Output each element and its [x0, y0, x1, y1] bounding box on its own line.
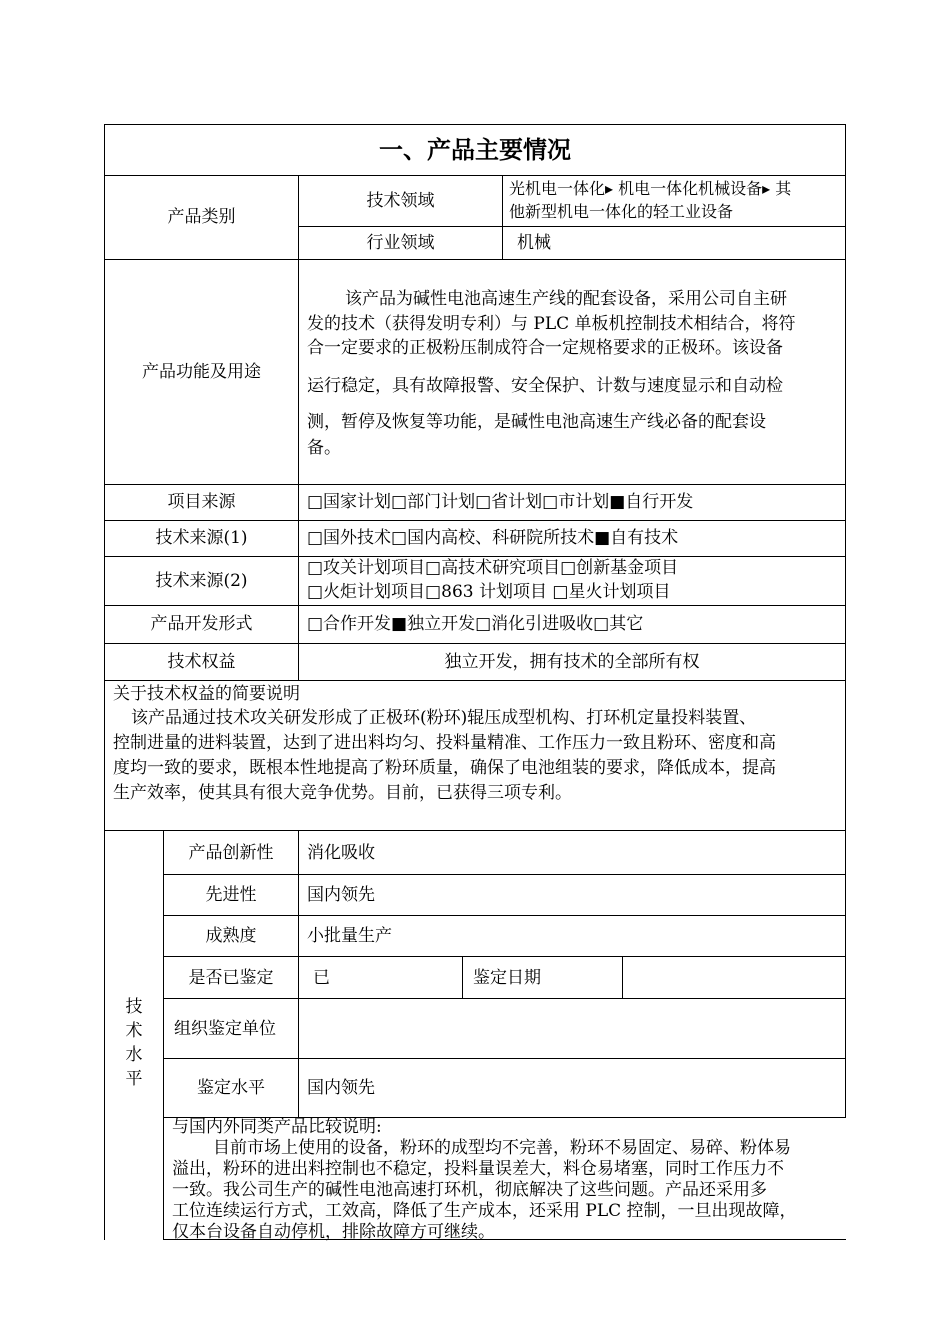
rights-note-line: 生产效率，使其具有很大竞争优势。目前，已获得三项专利。	[113, 783, 572, 803]
tech-source-2-line2: □火炬计划项目□863 计划项目 □星火计划项目	[307, 582, 671, 602]
advanced-label: 先进性	[205, 885, 257, 905]
compare-heading: 与国内外同类产品比较说明:	[172, 1117, 382, 1137]
side-char: 平	[125, 1069, 143, 1089]
function-line: 运行稳定，具有故障报警、安全保护、计数与速度显示和自动检	[307, 376, 783, 396]
rights-note-heading: 关于技术权益的简要说明	[113, 684, 300, 704]
tech-rights-label: 技术权益	[167, 652, 236, 672]
project-source-label: 项目来源	[167, 492, 236, 512]
tech-source-1-label: 技术来源(1)	[155, 528, 248, 548]
innovation-label: 产品创新性	[188, 843, 274, 863]
side-char: 术	[125, 1021, 143, 1041]
function-line: 测，暂停及恢复等功能，是碱性电池高速生产线必备的配套设	[307, 412, 766, 432]
function-line: 该产品为碱性电池高速生产线的配套设备，采用公司自主研	[345, 289, 787, 309]
project-source-value: □国家计划□部门计划□省计划□市计划■自行开发	[307, 492, 694, 512]
tech-source-2-line1: □攻关计划项目□高技术研究项目□创新基金项目	[307, 558, 679, 578]
side-char: 水	[125, 1045, 143, 1065]
tech-field-value-line1: 光机电一体化▸ 机电一体化机械设备▸ 其	[509, 179, 792, 198]
function-label: 产品功能及用途	[142, 362, 261, 382]
function-line: 合一定要求的正极粉压制成符合一定规格要求的正极环。该设备	[307, 338, 783, 358]
category-label: 产品类别	[167, 207, 236, 227]
maturity-value: 小批量生产	[307, 926, 392, 946]
compare-line: 工位连续运行方式，工效高，降低了生产成本，还采用 PLC 控制，一旦出现故障，	[172, 1201, 797, 1221]
org-label: 组织鉴定单位	[174, 1019, 276, 1039]
function-line: 备。	[307, 438, 341, 458]
tech-field-value-line2: 他新型机电一体化的轻工业设备	[509, 202, 734, 221]
dev-form-value: □合作开发■独立开发□消化引进吸收□其它	[307, 614, 644, 634]
rights-note-line: 该产品通过技术攻关研发形成了正极环(粉环)辊压成型机构、打环机定量投料装置、	[131, 708, 757, 728]
level-label: 鉴定水平	[197, 1078, 265, 1098]
compare-line: 目前市场上使用的设备，粉环的成型均不完善，粉环不易固定、易碎、粉体易	[213, 1138, 791, 1158]
dev-form-label: 产品开发形式	[150, 614, 253, 634]
page-title: 一、产品主要情况	[379, 135, 571, 164]
rights-note-line: 控制进量的进料装置，达到了进出料均匀、投料量精准、工作压力一致且粉环、密度和高	[113, 733, 776, 753]
tech-source-1-value: □国外技术□国内高校、科研院所技术■自有技术	[307, 528, 679, 548]
tech-source-2-label: 技术来源(2)	[155, 571, 248, 591]
function-line: 发的技术（获得发明专利）与 PLC 单板机控制技术相结合，将符	[307, 314, 796, 334]
level-value: 国内领先	[307, 1078, 375, 1098]
industry-label: 行业领域	[366, 233, 435, 253]
side-char: 技	[125, 997, 143, 1017]
tech-rights-value: 独立开发，拥有技术的全部所有权	[444, 652, 700, 672]
innovation-value: 消化吸收	[307, 843, 375, 863]
rights-note-line: 度均一致的要求，既根本性地提高了粉环质量，确保了电池组装的要求，降低成本，提高	[113, 758, 776, 778]
appraisal-date-label: 鉴定日期	[473, 968, 541, 988]
compare-line: 溢出，粉环的进出料控制也不稳定，投料量误差大，料仓易堵塞，同时工作压力不	[172, 1159, 784, 1179]
compare-line: 一致。我公司生产的碱性电池高速打环机，彻底解决了这些问题。产品还采用多	[172, 1180, 767, 1200]
maturity-label: 成熟度	[205, 926, 257, 946]
compare-line: 仅本台设备自动停机，排除故障方可继续。	[172, 1222, 495, 1242]
appraised-value: 已	[313, 968, 330, 988]
tech-field-label: 技术领域	[366, 191, 435, 211]
appraised-label: 是否已鉴定	[188, 968, 274, 988]
advanced-value: 国内领先	[307, 885, 375, 905]
industry-value: 机械	[517, 233, 551, 253]
tech-level-side-label	[105, 995, 163, 1091]
